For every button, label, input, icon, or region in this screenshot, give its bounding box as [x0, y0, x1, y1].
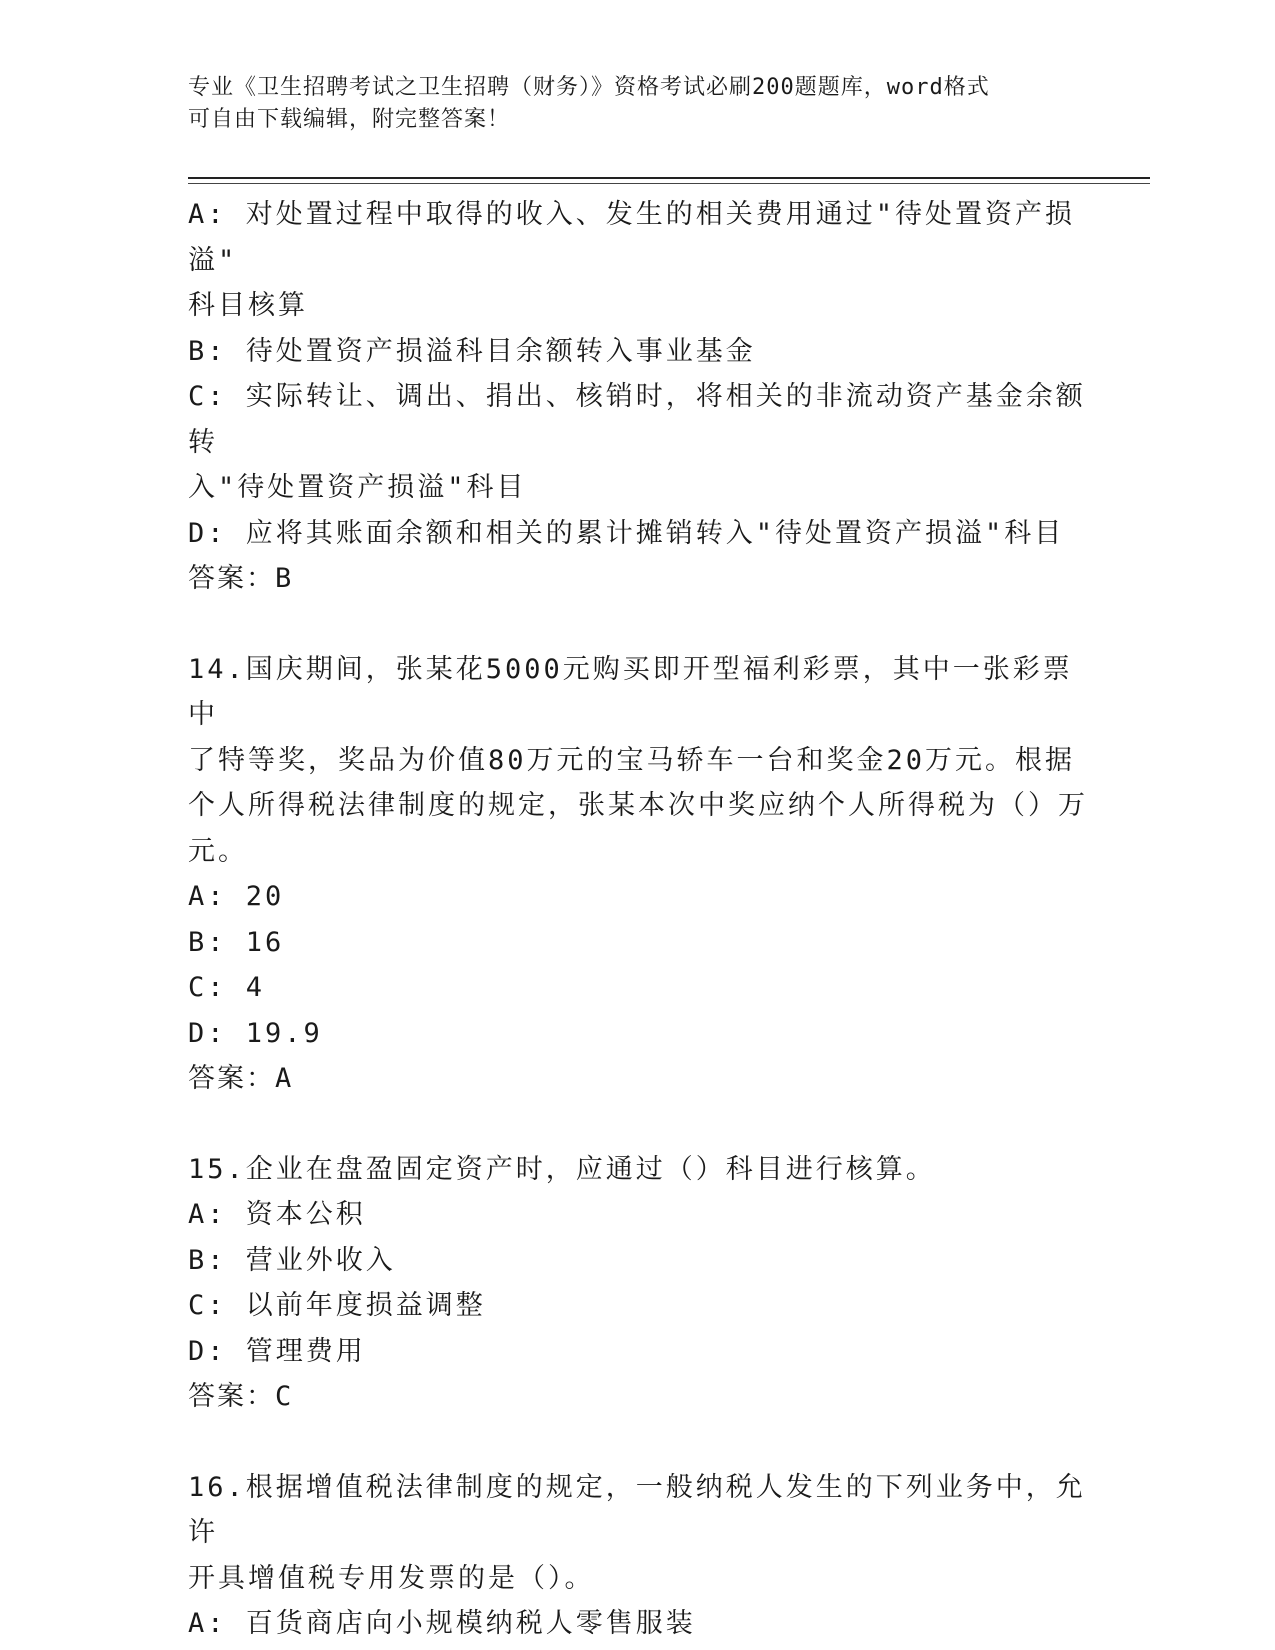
document-header — [188, 72, 1088, 136]
spacer — [188, 1102, 1088, 1147]
option-c: C: 以前年度损益调整 — [188, 1290, 486, 1321]
header-divider-thick — [188, 177, 1150, 179]
option-c: C: 实际转让、调出、捐出、核销时，将相关的非流动资产基金余额转 — [188, 381, 1086, 458]
option-d: D: 管理费用 — [188, 1335, 366, 1367]
option-d: D: 19.9 — [188, 1017, 323, 1049]
option-c-continued: 入"待处置资产损溢"科目 — [188, 472, 527, 503]
header-line-2: 可自由下载编辑，附完整答案！ — [188, 107, 511, 132]
header-line-1: 专业《卫生招聘考试之卫生招聘（财务）》资格考试必刷200题题库，word格式 — [188, 75, 990, 100]
question-stem-continued: 了特等奖，奖品为价值80万元的宝马轿车一台和奖金20万元。根据 — [188, 744, 1076, 776]
option-b: B: 待处置资产损溢科目余额转入事业基金 — [188, 335, 756, 367]
option-a: A: 对处置过程中取得的收入、发生的相关费用通过"待处置资产损溢" — [188, 199, 1076, 276]
spacer — [188, 1420, 1088, 1465]
option-a: A: 资本公积 — [188, 1199, 366, 1230]
spacer — [188, 602, 1088, 647]
answer: 答案：A — [188, 1063, 294, 1094]
question-14 — [188, 647, 1088, 1102]
question-stem-continued: 元。 — [188, 835, 248, 867]
question-16 — [188, 1465, 1088, 1647]
question-stem: 14.国庆期间，张某花5000元购买即开型福利彩票，其中一张彩票中 — [188, 653, 1073, 730]
option-c: C: 4 — [188, 972, 266, 1003]
question-13 — [188, 192, 1088, 602]
option-a: A: 百货商店向小规模纳税人零售服装 — [188, 1608, 696, 1639]
option-b: B: 营业外收入 — [188, 1244, 396, 1276]
answer: 答案：B — [188, 563, 294, 594]
question-stem-continued: 个人所得税法律制度的规定，张某本次中奖应纳个人所得税为（）万 — [188, 790, 1088, 821]
question-content — [188, 192, 1088, 1647]
question-15 — [188, 1147, 1088, 1420]
header-divider-thin — [188, 183, 1150, 184]
option-a-continued: 科目核算 — [188, 290, 308, 321]
option-d: D: 应将其账面余额和相关的累计摊销转入"待处置资产损溢"科目 — [188, 517, 1065, 549]
option-b: B: 16 — [188, 926, 285, 958]
question-stem: 15.企业在盘盈固定资产时，应通过（）科目进行核算。 — [188, 1153, 936, 1185]
question-stem-continued: 开具增值税专用发票的是（）。 — [188, 1562, 595, 1594]
question-stem: 16.根据增值税法律制度的规定，一般纳税人发生的下列业务中，允许 — [188, 1471, 1086, 1548]
option-a: A: 20 — [188, 881, 285, 912]
answer: 答案：C — [188, 1381, 294, 1412]
